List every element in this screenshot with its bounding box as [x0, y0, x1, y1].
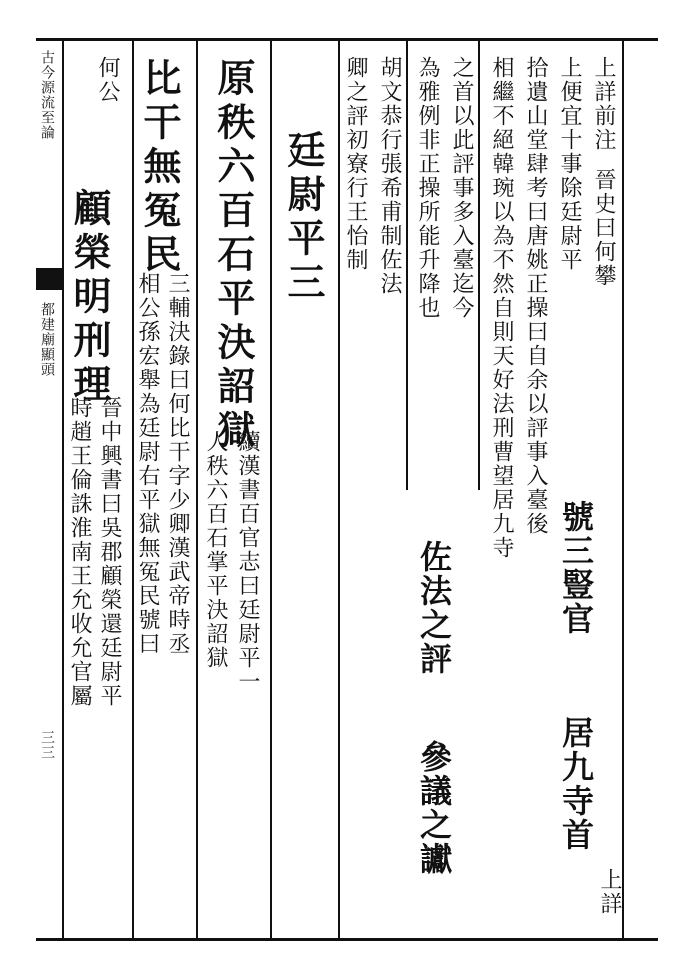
- text-column: 拾遺山堂肆考曰唐姚正操曰自余以評事入臺後: [523, 56, 548, 536]
- column-divider: [196, 40, 198, 938]
- text-column: 人秩六百石掌平決詔獄: [203, 430, 228, 670]
- entry-heading: 比干無冤民: [137, 58, 182, 278]
- entry-heading: 原秩六百石平決詔獄: [211, 58, 256, 454]
- text-column: 晉中興書曰吳郡顧榮還廷尉平: [97, 396, 122, 708]
- text-column: 相繼不絕韓琬以為不然自則天好法刑曹望居九寺: [489, 56, 514, 560]
- text-column: 時趙王倫誅淮南王允收允官屬: [67, 396, 92, 708]
- column-divider: [132, 40, 134, 938]
- top-border: [36, 38, 658, 41]
- column-divider: [622, 40, 624, 938]
- text-column: 三輔決錄曰何比干字少卿漢武帝時丞: [165, 272, 190, 656]
- text-column: 上詳前注: [591, 56, 616, 152]
- page-number: 三三: [39, 730, 55, 760]
- margin-title: 古今源流至論: [39, 50, 55, 140]
- column-divider: [406, 40, 408, 490]
- text-column: 上詳: [597, 868, 622, 916]
- text-column: 為雅例非正操所能升降也: [415, 56, 440, 320]
- text-column: 胡文恭行張希甫制佐法: [377, 56, 402, 296]
- text-column: 之首以此評事多入臺迄今: [449, 56, 474, 320]
- column-divider: [478, 40, 480, 490]
- entry-heading: 號三豎官: [557, 500, 595, 636]
- entry-heading: 參議之讞: [415, 740, 453, 876]
- text-column: 晉史曰何攀: [591, 168, 616, 288]
- bottom-border: [36, 938, 658, 941]
- text-column: 相公孫宏舉為廷尉右平獄無冤民號曰: [135, 272, 160, 656]
- column-divider: [338, 40, 340, 938]
- text-column: 何公: [95, 56, 120, 104]
- margin-divider: [62, 40, 64, 938]
- entry-heading: 居九寺首: [557, 716, 595, 852]
- fishtail-mark: [36, 268, 62, 290]
- text-column: 上便宜十事除廷尉平: [557, 56, 582, 272]
- entry-heading: 佐法之評: [415, 540, 453, 676]
- text-column: 卿之評初寮行王怡制: [343, 56, 368, 272]
- column-divider: [270, 40, 272, 938]
- section-heading: 廷尉平三: [281, 130, 326, 306]
- margin-chapter: 都建廟顯頭: [39, 302, 55, 377]
- entry-heading: 顧榮明刑理: [67, 188, 112, 408]
- text-column: 續漢書百官志曰廷尉平一: [235, 430, 260, 694]
